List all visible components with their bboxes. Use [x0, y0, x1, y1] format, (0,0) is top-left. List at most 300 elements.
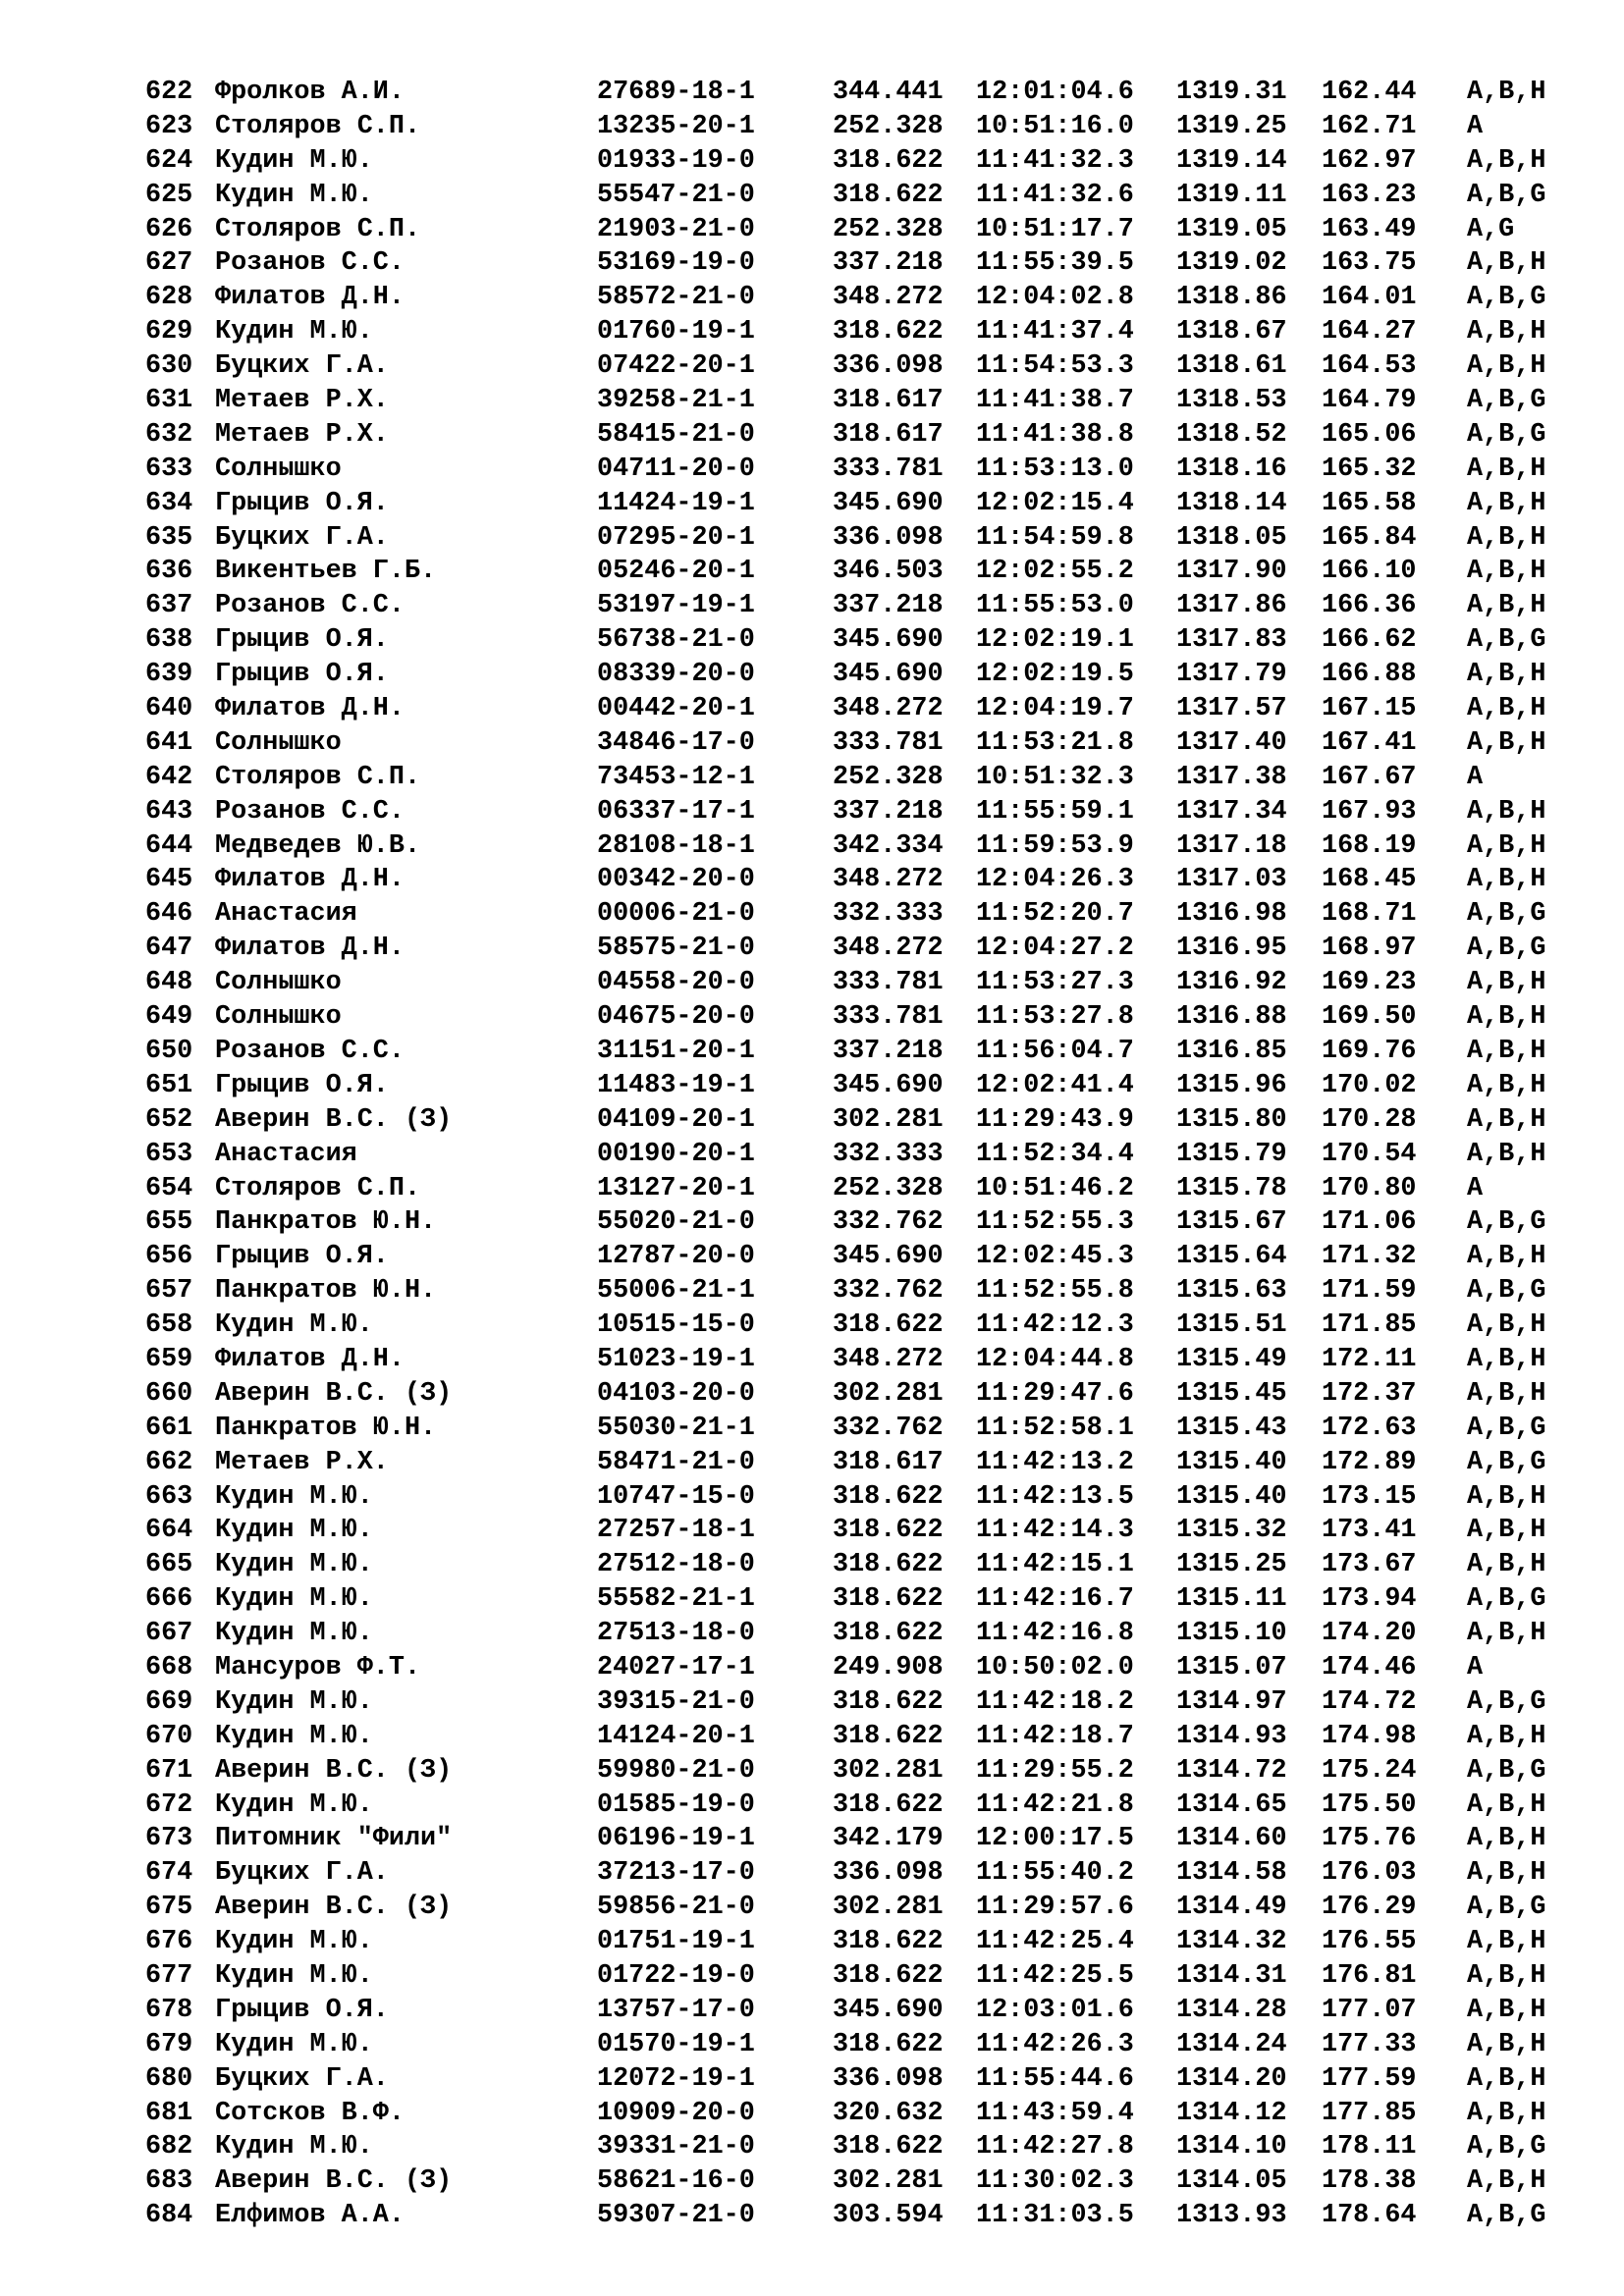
- coefficient-value: 172.11: [1322, 1344, 1417, 1374]
- category-codes: A,B,H: [1467, 660, 1546, 690]
- arrival-time: 11:41:37.4: [976, 317, 1134, 347]
- category-codes: A,B,H: [1467, 2063, 1546, 2094]
- category-codes: A,B,H: [1467, 488, 1546, 518]
- row-number: 657: [145, 1276, 193, 1307]
- fancier-name: Филатов Д.Н.: [215, 934, 405, 964]
- speed-value: 1315.80: [1176, 1104, 1287, 1135]
- category-codes: A,B,G: [1467, 1276, 1546, 1307]
- speed-value: 1316.98: [1176, 899, 1287, 930]
- distance-value: 318.622: [833, 1927, 944, 1957]
- coefficient-value: 174.46: [1322, 1652, 1417, 1682]
- row-number: 639: [145, 660, 193, 690]
- row-number: 654: [145, 1173, 193, 1203]
- fancier-name: Метаев Р.Х.: [215, 386, 389, 416]
- ring-number: 12787-20-0: [597, 1242, 755, 1272]
- arrival-time: 11:42:25.4: [976, 1927, 1134, 1957]
- coefficient-value: 170.54: [1322, 1139, 1417, 1169]
- ring-number: 10909-20-0: [597, 2098, 755, 2128]
- category-codes: A: [1467, 1173, 1484, 1203]
- coefficient-value: 171.32: [1322, 1242, 1417, 1272]
- speed-value: 1318.53: [1176, 386, 1287, 416]
- distance-value: 348.272: [833, 1344, 944, 1374]
- arrival-time: 11:42:27.8: [976, 2132, 1134, 2163]
- coefficient-value: 176.81: [1322, 1960, 1417, 1991]
- distance-value: 318.622: [833, 317, 944, 347]
- coefficient-value: 163.75: [1322, 248, 1417, 279]
- fancier-name: Кудин М.Ю.: [215, 1927, 373, 1957]
- ring-number: 01585-19-0: [597, 1789, 755, 1820]
- row-number: 627: [145, 248, 193, 279]
- distance-value: 302.281: [833, 1378, 944, 1409]
- arrival-time: 11:55:53.0: [976, 591, 1134, 621]
- distance-value: 337.218: [833, 591, 944, 621]
- speed-value: 1314.58: [1176, 1858, 1287, 1889]
- ring-number: 59856-21-0: [597, 1893, 755, 1923]
- coefficient-value: 172.89: [1322, 1447, 1417, 1477]
- fancier-name: Грыцив О.Я.: [215, 625, 389, 656]
- speed-value: 1318.14: [1176, 488, 1287, 518]
- arrival-time: 11:56:04.7: [976, 1036, 1134, 1066]
- coefficient-value: 172.63: [1322, 1413, 1417, 1443]
- ring-number: 59980-21-0: [597, 1755, 755, 1786]
- coefficient-value: 177.33: [1322, 2029, 1417, 2059]
- fancier-name: Буцких Г.А.: [215, 351, 389, 382]
- category-codes: A,B,G: [1467, 1447, 1546, 1477]
- coefficient-value: 168.45: [1322, 865, 1417, 895]
- ring-number: 27257-18-1: [597, 1516, 755, 1546]
- ring-number: 56738-21-0: [597, 625, 755, 656]
- fancier-name: Розанов С.С.: [215, 591, 405, 621]
- category-codes: A,B,H: [1467, 454, 1546, 484]
- arrival-time: 11:29:43.9: [976, 1104, 1134, 1135]
- category-codes: A,B,H: [1467, 1310, 1546, 1341]
- category-codes: A,B,H: [1467, 1070, 1546, 1100]
- coefficient-value: 162.71: [1322, 111, 1417, 141]
- arrival-time: 11:42:16.7: [976, 1584, 1134, 1615]
- row-number: 676: [145, 1927, 193, 1957]
- ring-number: 59307-21-0: [597, 2201, 755, 2231]
- row-number: 643: [145, 796, 193, 827]
- row-number: 667: [145, 1619, 193, 1649]
- speed-value: 1317.34: [1176, 796, 1287, 827]
- category-codes: A: [1467, 111, 1484, 141]
- category-codes: A,B,G: [1467, 934, 1546, 964]
- speed-value: 1315.40: [1176, 1447, 1287, 1477]
- speed-value: 1316.95: [1176, 934, 1287, 964]
- fancier-name: Солнышко: [215, 1002, 342, 1033]
- ring-number: 55020-21-0: [597, 1207, 755, 1238]
- category-codes: A,B,H: [1467, 1619, 1546, 1649]
- ring-number: 05246-20-1: [597, 557, 755, 587]
- row-number: 659: [145, 1344, 193, 1374]
- speed-value: 1314.31: [1176, 1960, 1287, 1991]
- coefficient-value: 175.24: [1322, 1755, 1417, 1786]
- coefficient-value: 163.23: [1322, 180, 1417, 210]
- distance-value: 332.762: [833, 1413, 944, 1443]
- category-codes: A,B,H: [1467, 865, 1546, 895]
- arrival-time: 11:42:21.8: [976, 1789, 1134, 1820]
- row-number: 642: [145, 762, 193, 792]
- fancier-name: Фролков А.И.: [215, 78, 405, 107]
- arrival-time: 11:42:14.3: [976, 1516, 1134, 1546]
- category-codes: A,B,G: [1467, 1584, 1546, 1615]
- category-codes: A,B,H: [1467, 1721, 1546, 1751]
- speed-value: 1315.63: [1176, 1276, 1287, 1307]
- speed-value: 1315.25: [1176, 1550, 1287, 1580]
- ring-number: 06196-19-1: [597, 1824, 755, 1854]
- fancier-name: Буцких Г.А.: [215, 2063, 389, 2094]
- ring-number: 55030-21-1: [597, 1413, 755, 1443]
- distance-value: 318.622: [833, 1686, 944, 1717]
- category-codes: A,B,G: [1467, 2132, 1546, 2163]
- distance-value: 318.622: [833, 180, 944, 210]
- coefficient-value: 167.93: [1322, 796, 1417, 827]
- speed-value: 1315.49: [1176, 1344, 1287, 1374]
- row-number: 652: [145, 1104, 193, 1135]
- arrival-time: 12:04:26.3: [976, 865, 1134, 895]
- distance-value: 318.622: [833, 1310, 944, 1341]
- speed-value: 1318.67: [1176, 317, 1287, 347]
- row-number: 660: [145, 1378, 193, 1409]
- distance-value: 318.622: [833, 1619, 944, 1649]
- arrival-time: 11:42:25.5: [976, 1960, 1134, 1991]
- arrival-time: 11:54:53.3: [976, 351, 1134, 382]
- speed-value: 1318.61: [1176, 351, 1287, 382]
- ring-number: 53197-19-1: [597, 591, 755, 621]
- category-codes: A,B,H: [1467, 1139, 1546, 1169]
- category-codes: A,B,H: [1467, 145, 1546, 176]
- fancier-name: Кудин М.Ю.: [215, 145, 373, 176]
- coefficient-value: 163.49: [1322, 214, 1417, 244]
- arrival-time: 11:53:27.8: [976, 1002, 1134, 1033]
- speed-value: 1314.72: [1176, 1755, 1287, 1786]
- row-number: 623: [145, 111, 193, 141]
- category-codes: A,G: [1467, 214, 1515, 244]
- fancier-name: Розанов С.С.: [215, 796, 405, 827]
- speed-value: 1314.65: [1176, 1789, 1287, 1820]
- distance-value: 345.690: [833, 488, 944, 518]
- fancier-name: Кудин М.Ю.: [215, 180, 373, 210]
- coefficient-value: 177.07: [1322, 1995, 1417, 2025]
- speed-value: 1318.86: [1176, 283, 1287, 313]
- ring-number: 01760-19-1: [597, 317, 755, 347]
- row-number: 670: [145, 1721, 193, 1751]
- ring-number: 10747-15-0: [597, 1481, 755, 1512]
- distance-value: 346.503: [833, 557, 944, 587]
- category-codes: A,B,H: [1467, 2166, 1546, 2197]
- category-codes: A: [1467, 1652, 1484, 1682]
- category-codes: A,B,H: [1467, 522, 1546, 553]
- speed-value: 1318.52: [1176, 419, 1287, 450]
- fancier-name: Аверин В.С. (З): [215, 2166, 453, 2197]
- coefficient-value: 170.02: [1322, 1070, 1417, 1100]
- distance-value: 348.272: [833, 865, 944, 895]
- row-number: 646: [145, 899, 193, 930]
- ring-number: 00006-21-0: [597, 899, 755, 930]
- category-codes: A,B,H: [1467, 1344, 1546, 1374]
- row-number: 678: [145, 1995, 193, 2025]
- row-number: 650: [145, 1036, 193, 1066]
- fancier-name: Панкратов Ю.Н.: [215, 1276, 437, 1307]
- distance-value: 333.781: [833, 1002, 944, 1033]
- arrival-time: 12:03:01.6: [976, 1995, 1134, 2025]
- distance-value: 345.690: [833, 660, 944, 690]
- arrival-time: 11:43:59.4: [976, 2098, 1134, 2128]
- fancier-name: Медведев Ю.В.: [215, 830, 421, 861]
- arrival-time: 12:02:19.5: [976, 660, 1134, 690]
- row-number: 658: [145, 1310, 193, 1341]
- speed-value: 1316.85: [1176, 1036, 1287, 1066]
- arrival-time: 11:42:12.3: [976, 1310, 1134, 1341]
- row-number: 663: [145, 1481, 193, 1512]
- speed-value: 1317.79: [1176, 660, 1287, 690]
- speed-value: 1317.83: [1176, 625, 1287, 656]
- arrival-time: 11:52:55.3: [976, 1207, 1134, 1238]
- row-number: 634: [145, 488, 193, 518]
- arrival-time: 12:02:41.4: [976, 1070, 1134, 1100]
- fancier-name: Питомник "Фили": [215, 1824, 453, 1854]
- category-codes: A,B,G: [1467, 1413, 1546, 1443]
- speed-value: 1314.20: [1176, 2063, 1287, 2094]
- row-number: 635: [145, 522, 193, 553]
- distance-value: 249.908: [833, 1652, 944, 1682]
- fancier-name: Метаев Р.Х.: [215, 419, 389, 450]
- arrival-time: 10:51:46.2: [976, 1173, 1134, 1203]
- coefficient-value: 165.84: [1322, 522, 1417, 553]
- row-number: 637: [145, 591, 193, 621]
- ring-number: 11483-19-1: [597, 1070, 755, 1100]
- ring-number: 00442-20-1: [597, 694, 755, 724]
- category-codes: A,B,H: [1467, 2098, 1546, 2128]
- arrival-time: 11:53:27.3: [976, 968, 1134, 998]
- coefficient-value: 174.72: [1322, 1686, 1417, 1717]
- coefficient-value: 167.41: [1322, 727, 1417, 758]
- ring-number: 27513-18-0: [597, 1619, 755, 1649]
- arrival-time: 11:55:39.5: [976, 248, 1134, 279]
- category-codes: A,B,H: [1467, 1858, 1546, 1889]
- category-codes: A,B,H: [1467, 1516, 1546, 1546]
- speed-value: 1317.40: [1176, 727, 1287, 758]
- ring-number: 11424-19-1: [597, 488, 755, 518]
- arrival-time: 12:04:02.8: [976, 283, 1134, 313]
- coefficient-value: 173.94: [1322, 1584, 1417, 1615]
- speed-value: 1315.10: [1176, 1619, 1287, 1649]
- fancier-name: Викентьев Г.Б.: [215, 557, 437, 587]
- distance-value: 332.333: [833, 1139, 944, 1169]
- arrival-time: 11:29:47.6: [976, 1378, 1134, 1409]
- fancier-name: Столяров С.П.: [215, 762, 421, 792]
- arrival-time: 11:53:21.8: [976, 727, 1134, 758]
- ring-number: 12072-19-1: [597, 2063, 755, 2094]
- ring-number: 13127-20-1: [597, 1173, 755, 1203]
- row-number: 632: [145, 419, 193, 450]
- speed-value: 1315.51: [1176, 1310, 1287, 1341]
- fancier-name: Кудин М.Ю.: [215, 1516, 373, 1546]
- fancier-name: Кудин М.Ю.: [215, 1686, 373, 1717]
- distance-value: 348.272: [833, 934, 944, 964]
- arrival-time: 12:02:15.4: [976, 488, 1134, 518]
- fancier-name: Солнышко: [215, 454, 342, 484]
- arrival-time: 11:31:03.5: [976, 2201, 1134, 2231]
- ring-number: 39258-21-1: [597, 386, 755, 416]
- coefficient-value: 167.15: [1322, 694, 1417, 724]
- fancier-name: Филатов Д.Н.: [215, 865, 405, 895]
- speed-value: 1315.40: [1176, 1481, 1287, 1512]
- ring-number: 27512-18-0: [597, 1550, 755, 1580]
- arrival-time: 12:04:19.7: [976, 694, 1134, 724]
- fancier-name: Филатов Д.Н.: [215, 1344, 405, 1374]
- ring-number: 21903-21-0: [597, 214, 755, 244]
- coefficient-value: 166.88: [1322, 660, 1417, 690]
- category-codes: A,B,H: [1467, 1824, 1546, 1854]
- speed-value: 1319.11: [1176, 180, 1287, 210]
- fancier-name: Аверин В.С. (З): [215, 1104, 453, 1135]
- speed-value: 1317.90: [1176, 557, 1287, 587]
- ring-number: 10515-15-0: [597, 1310, 755, 1341]
- row-number: 664: [145, 1516, 193, 1546]
- fancier-name: Грыцив О.Я.: [215, 660, 389, 690]
- distance-value: 345.690: [833, 1070, 944, 1100]
- fancier-name: Грыцив О.Я.: [215, 1242, 389, 1272]
- coefficient-value: 176.29: [1322, 1893, 1417, 1923]
- speed-value: 1314.49: [1176, 1893, 1287, 1923]
- speed-value: 1318.05: [1176, 522, 1287, 553]
- row-number: 640: [145, 694, 193, 724]
- arrival-time: 12:02:55.2: [976, 557, 1134, 587]
- speed-value: 1316.92: [1176, 968, 1287, 998]
- coefficient-value: 174.98: [1322, 1721, 1417, 1751]
- speed-value: 1315.64: [1176, 1242, 1287, 1272]
- category-codes: A,B,G: [1467, 899, 1546, 930]
- category-codes: A,B,G: [1467, 419, 1546, 450]
- speed-value: 1313.93: [1176, 2201, 1287, 2231]
- row-number: 648: [145, 968, 193, 998]
- ring-number: 06337-17-1: [597, 796, 755, 827]
- speed-value: 1316.88: [1176, 1002, 1287, 1033]
- ring-number: 39315-21-0: [597, 1686, 755, 1717]
- category-codes: A,B,H: [1467, 796, 1546, 827]
- row-number: 684: [145, 2201, 193, 2231]
- arrival-time: 11:55:44.6: [976, 2063, 1134, 2094]
- distance-value: 336.098: [833, 2063, 944, 2094]
- coefficient-value: 168.97: [1322, 934, 1417, 964]
- ring-number: 07422-20-1: [597, 351, 755, 382]
- coefficient-value: 175.50: [1322, 1789, 1417, 1820]
- distance-value: 302.281: [833, 1104, 944, 1135]
- arrival-time: 11:54:59.8: [976, 522, 1134, 553]
- coefficient-value: 173.67: [1322, 1550, 1417, 1580]
- distance-value: 333.781: [833, 968, 944, 998]
- distance-value: 337.218: [833, 248, 944, 279]
- category-codes: A,B,G: [1467, 1755, 1546, 1786]
- fancier-name: Метаев Р.Х.: [215, 1447, 389, 1477]
- row-number: 649: [145, 1002, 193, 1033]
- distance-value: 342.179: [833, 1824, 944, 1854]
- coefficient-value: 165.58: [1322, 488, 1417, 518]
- coefficient-value: 175.76: [1322, 1824, 1417, 1854]
- row-number: 662: [145, 1447, 193, 1477]
- coefficient-value: 176.55: [1322, 1927, 1417, 1957]
- distance-value: 252.328: [833, 762, 944, 792]
- distance-value: 332.762: [833, 1276, 944, 1307]
- fancier-name: Аверин В.С. (З): [215, 1755, 453, 1786]
- speed-value: 1319.31: [1176, 78, 1287, 107]
- coefficient-value: 162.44: [1322, 78, 1417, 107]
- distance-value: 337.218: [833, 1036, 944, 1066]
- row-number: 653: [145, 1139, 193, 1169]
- arrival-time: 12:02:45.3: [976, 1242, 1134, 1272]
- ring-number: 00342-20-0: [597, 865, 755, 895]
- arrival-time: 11:52:58.1: [976, 1413, 1134, 1443]
- fancier-name: Кудин М.Ю.: [215, 1481, 373, 1512]
- coefficient-value: 169.50: [1322, 1002, 1417, 1033]
- arrival-time: 11:55:59.1: [976, 796, 1134, 827]
- category-codes: A,B,H: [1467, 1960, 1546, 1991]
- fancier-name: Розанов С.С.: [215, 248, 405, 279]
- coefficient-value: 177.85: [1322, 2098, 1417, 2128]
- row-number: 656: [145, 1242, 193, 1272]
- row-number: 661: [145, 1413, 193, 1443]
- category-codes: A: [1467, 762, 1484, 792]
- arrival-time: 11:41:38.8: [976, 419, 1134, 450]
- ring-number: 53169-19-0: [597, 248, 755, 279]
- distance-value: 344.441: [833, 78, 944, 107]
- distance-value: 318.617: [833, 419, 944, 450]
- distance-value: 336.098: [833, 351, 944, 382]
- arrival-time: 11:42:16.8: [976, 1619, 1134, 1649]
- ring-number: 13757-17-0: [597, 1995, 755, 2025]
- speed-value: 1319.02: [1176, 248, 1287, 279]
- coefficient-value: 164.27: [1322, 317, 1417, 347]
- fancier-name: Мансуров Ф.Т.: [215, 1652, 421, 1682]
- distance-value: 333.781: [833, 727, 944, 758]
- coefficient-value: 169.76: [1322, 1036, 1417, 1066]
- coefficient-value: 178.64: [1322, 2201, 1417, 2231]
- row-number: 630: [145, 351, 193, 382]
- speed-value: 1317.38: [1176, 762, 1287, 792]
- ring-number: 31151-20-1: [597, 1036, 755, 1066]
- arrival-time: 11:41:32.6: [976, 180, 1134, 210]
- category-codes: A,B,H: [1467, 78, 1546, 107]
- arrival-time: 12:04:44.8: [976, 1344, 1134, 1374]
- coefficient-value: 178.38: [1322, 2166, 1417, 2197]
- arrival-time: 10:51:16.0: [976, 111, 1134, 141]
- distance-value: 303.594: [833, 2201, 944, 2231]
- ring-number: 55582-21-1: [597, 1584, 755, 1615]
- coefficient-value: 166.36: [1322, 591, 1417, 621]
- fancier-name: Аверин В.С. (З): [215, 1378, 453, 1409]
- ring-number: 51023-19-1: [597, 1344, 755, 1374]
- ring-number: 28108-18-1: [597, 830, 755, 861]
- category-codes: A,B,H: [1467, 830, 1546, 861]
- coefficient-value: 165.06: [1322, 419, 1417, 450]
- ring-number: 58471-21-0: [597, 1447, 755, 1477]
- category-codes: A,B,G: [1467, 1207, 1546, 1238]
- category-codes: A,B,H: [1467, 1378, 1546, 1409]
- coefficient-value: 166.62: [1322, 625, 1417, 656]
- ring-number: 55547-21-0: [597, 180, 755, 210]
- speed-value: 1319.14: [1176, 145, 1287, 176]
- category-codes: A,B,H: [1467, 1036, 1546, 1066]
- category-codes: A,B,G: [1467, 1686, 1546, 1717]
- distance-value: 302.281: [833, 2166, 944, 2197]
- row-number: 679: [145, 2029, 193, 2059]
- fancier-name: Столяров С.П.: [215, 111, 421, 141]
- fancier-name: Кудин М.Ю.: [215, 2029, 373, 2059]
- arrival-time: 11:30:02.3: [976, 2166, 1134, 2197]
- row-number: 645: [145, 865, 193, 895]
- distance-value: 302.281: [833, 1893, 944, 1923]
